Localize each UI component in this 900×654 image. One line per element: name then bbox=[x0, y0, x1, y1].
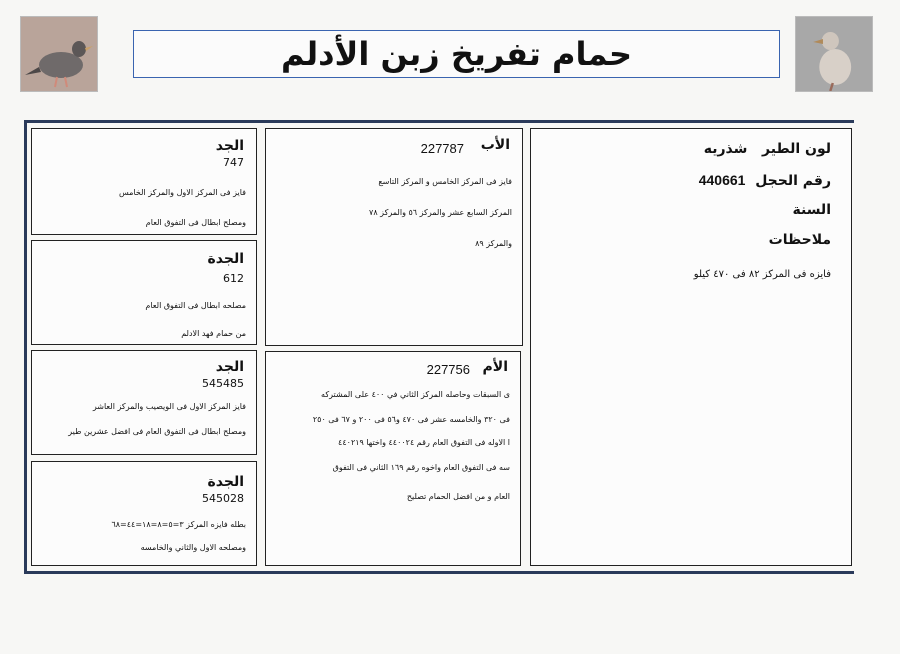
bird-info-box bbox=[530, 128, 852, 566]
left-divider bbox=[24, 120, 27, 574]
maternal-grandmother-ring: 545028 bbox=[202, 492, 244, 505]
pigeon-icon bbox=[21, 17, 97, 91]
father-box bbox=[265, 128, 523, 346]
mother-label: الأم bbox=[482, 359, 508, 375]
top-divider bbox=[24, 120, 854, 123]
pigeon-photo-right bbox=[795, 16, 873, 92]
mother-box bbox=[265, 351, 521, 566]
paternal-grandmother-label: الجدة bbox=[207, 251, 244, 267]
paternal-grandmother-ring: 612 bbox=[223, 272, 244, 285]
maternal-grandfather-line-1: فايز المركز الاول فى الويصيب والمركز العاشر bbox=[92, 402, 246, 411]
ring-label: رقم الحجل bbox=[755, 173, 831, 189]
notes-text: فايزه فى المركز ٨٢ فى ٤٧٠ كيلو bbox=[693, 269, 831, 280]
pigeon-icon bbox=[796, 17, 872, 91]
paternal-grandmother-line-1: مصلحه ابطال فى التفوق العام bbox=[145, 301, 246, 310]
maternal-grandfather-ring: 545485 bbox=[202, 377, 244, 390]
mother-line-4: سه فى التفوق العام واخوه رقم ١٦٩ الثاني فى التفوق bbox=[332, 463, 510, 472]
mother-ring: 227756 bbox=[426, 362, 470, 377]
paternal-grandfather-box bbox=[31, 128, 257, 235]
notes-label: ملاحظات bbox=[768, 232, 831, 248]
maternal-grandfather-label: الجد bbox=[215, 359, 244, 375]
color-row bbox=[704, 141, 831, 157]
paternal-grandfather-line-2: ومصلح ابطال فى التفوق العام bbox=[145, 218, 246, 227]
father-label: الأب bbox=[480, 137, 510, 153]
bottom-divider bbox=[24, 571, 854, 574]
color-label: لون الطير bbox=[762, 141, 831, 157]
paternal-grandfather-label: الجد bbox=[215, 138, 244, 154]
ring-row bbox=[699, 172, 831, 189]
year-label: السنة bbox=[792, 202, 831, 218]
maternal-grandfather-line-2: ومصلح ابطال فى التفوق العام فى افضل عشرين طير bbox=[68, 427, 246, 436]
father-line-3: والمركز ٨٩ bbox=[475, 239, 512, 248]
maternal-grandmother-line-2: ومصلحه الاول والثاني والخامسه bbox=[140, 543, 246, 552]
mother-line-5: العام و من افضل الحمام تصليح bbox=[406, 492, 510, 501]
father-line-1: فايز فى المركز الخامس و المركز التاسع bbox=[378, 177, 512, 186]
maternal-grandmother-box bbox=[31, 461, 257, 566]
paternal-grandfather-line-1: فايز فى المركز الاول والمركز الخامس bbox=[118, 188, 246, 197]
father-ring: 227787 bbox=[420, 141, 464, 156]
color-value: شذريه bbox=[703, 141, 748, 157]
paternal-grandmother-line-2: من حمام فهد الادلم bbox=[181, 329, 246, 338]
page-title: حمام تفريخ زبن الأدلم bbox=[133, 30, 780, 78]
paternal-grandfather-ring: 747 bbox=[223, 156, 244, 169]
maternal-grandmother-label: الجدة bbox=[207, 474, 244, 490]
pigeon-photo-left bbox=[20, 16, 98, 92]
mother-line-2: فى ٣٢٠ والخامسه عشر فى ٤٧٠ و٥٦ فى ٢٠٠ و ٦٧ فى ٢٥٠ bbox=[312, 415, 510, 424]
father-line-2: المركز السابع عشر والمركز ٥٦ والمركز ٧٨ bbox=[369, 208, 512, 217]
maternal-grandfather-box bbox=[31, 350, 257, 455]
ring-value: 440661 bbox=[698, 172, 746, 188]
maternal-grandmother-line-1: بطله فايزه المركز ٣=٥=٨=١٨=٤٤=٦٨ bbox=[111, 520, 246, 529]
paternal-grandmother-box bbox=[31, 240, 257, 345]
mother-line-3: ا الاوله فى التفوق العام رقم ٤٤٠٠٢٤ واختها ٤٤٠٢١٩ bbox=[338, 438, 510, 447]
mother-line-1: ى السبقات وحاصله المركز الثاني في ٤٠٠ على المشتركه bbox=[321, 390, 510, 399]
